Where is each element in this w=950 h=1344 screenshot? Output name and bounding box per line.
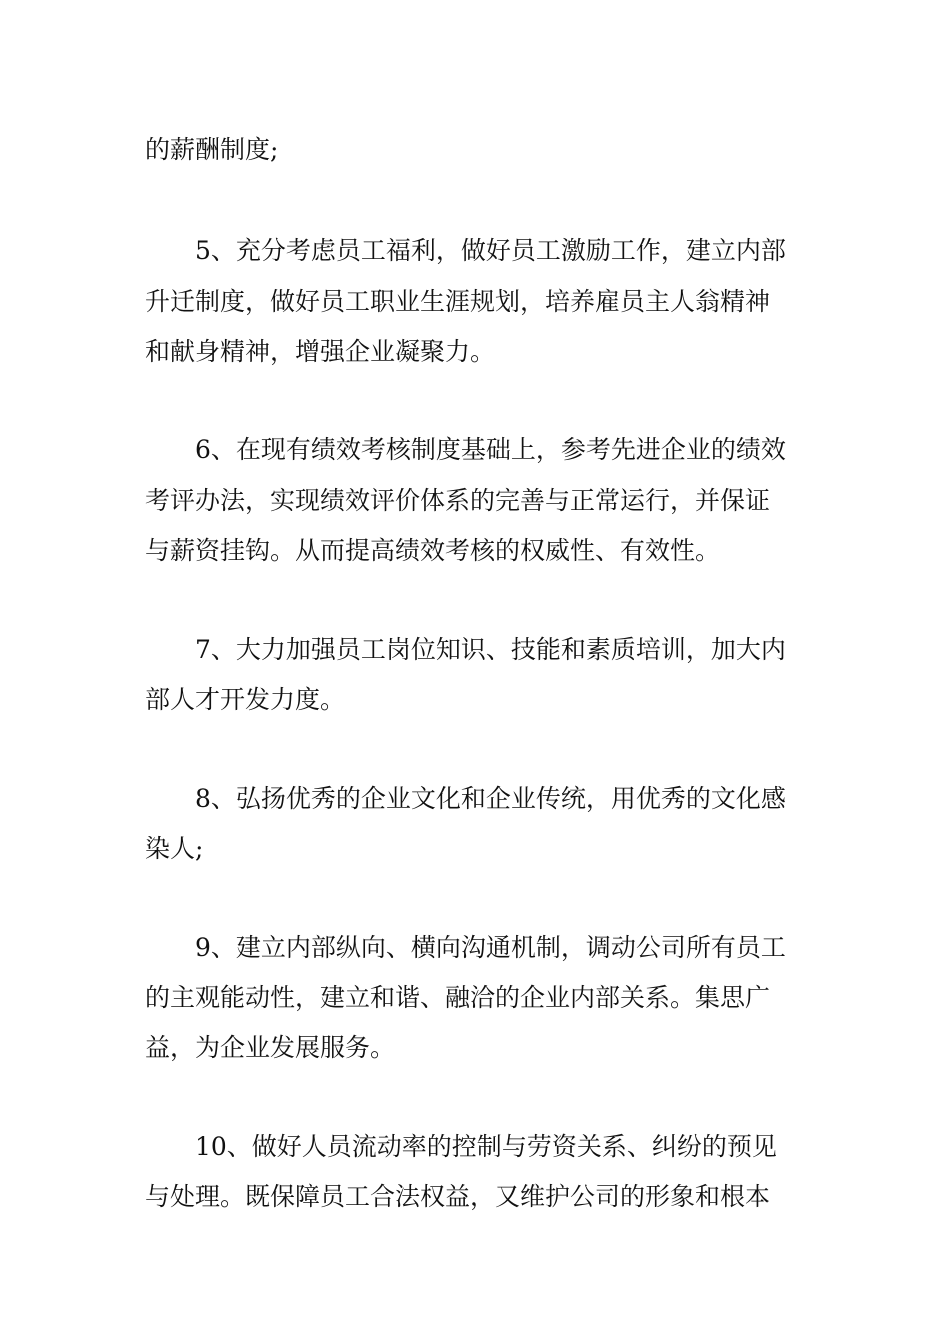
paragraph-continuation-line: 的薪酬制度; xyxy=(145,135,279,164)
paragraph-7-line-2: 部人才开发力度。 xyxy=(145,685,346,714)
paragraph-9-line-3: 益，为企业发展服务。 xyxy=(145,1033,396,1062)
paragraph-5-line-3: 和献身精神，增强企业凝聚力。 xyxy=(145,337,496,366)
paragraph-9-line-2: 的主观能动性，建立和谐、融洽的企业内部关系。集思广 xyxy=(145,983,771,1012)
paragraph-8-line-1: 8、弘扬优秀的企业文化和企业传统，用优秀的文化感 xyxy=(195,784,786,813)
paragraph-9-line-1: 9、建立内部纵向、横向沟通机制，调动公司所有员工 xyxy=(195,933,786,962)
paragraph-7-line-1: 7、大力加强员工岗位知识、技能和素质培训，加大内 xyxy=(195,635,786,664)
paragraph-10-line-1: 10、做好人员流动率的控制与劳资关系、纠纷的预见 xyxy=(195,1132,777,1161)
paragraph-5-line-2: 升迁制度，做好员工职业生涯规划，培养雇员主人翁精神 xyxy=(145,287,771,316)
paragraph-6-line-2: 考评办法，实现绩效评价体系的完善与正常运行，并保证 xyxy=(145,486,771,515)
paragraph-8-line-2: 染人; xyxy=(145,834,204,863)
paragraph-6-line-1: 6、在现有绩效考核制度基础上，参考先进企业的绩效 xyxy=(195,435,786,464)
paragraph-6-line-3: 与薪资挂钩。从而提高绩效考核的权威性、有效性。 xyxy=(145,536,721,565)
paragraph-5-line-1: 5、充分考虑员工福利，做好员工激励工作，建立内部 xyxy=(195,236,786,265)
paragraph-10-line-2: 与处理。既保障员工合法权益，又维护公司的形象和根本 xyxy=(145,1182,771,1211)
